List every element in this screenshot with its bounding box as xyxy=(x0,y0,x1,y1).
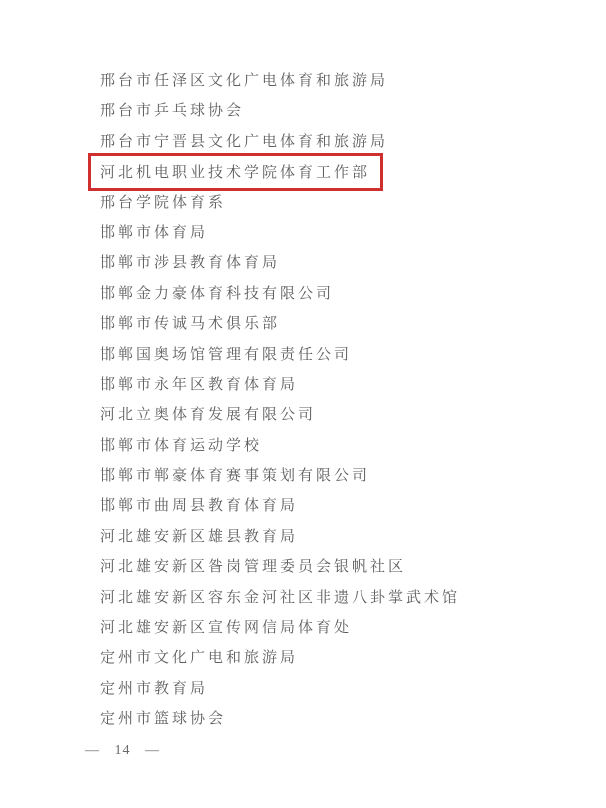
list-item-text: 河北立奥体育发展有限公司 xyxy=(100,407,317,424)
list-item-text: 邢台学院体育系 xyxy=(100,194,227,211)
list-item-text: 邯郸市体育局 xyxy=(100,224,209,241)
list-item-text: 邯郸市涉县教育体育局 xyxy=(100,255,281,272)
list-item xyxy=(0,552,606,582)
list-item-text: 邯郸市体育运动学校 xyxy=(100,437,263,454)
list-item-text: 定州市文化广电和旅游局 xyxy=(100,650,299,667)
list-item-text: 邯郸市曲周县教育体育局 xyxy=(100,498,299,515)
list-item-text: 定州市篮球协会 xyxy=(100,711,227,728)
list-item-highlighted xyxy=(0,157,606,187)
list-item-text: 邯郸金力豪体育科技有限公司 xyxy=(100,285,335,302)
list-item-text: 邯郸市郸豪体育赛事策划有限公司 xyxy=(100,468,371,485)
page-footer xyxy=(85,738,160,762)
list-item-text: 定州市教育局 xyxy=(100,680,209,697)
list-item-text: 邯郸市永年区教育体育局 xyxy=(100,376,299,393)
list-item xyxy=(0,248,606,278)
list-item xyxy=(0,522,606,552)
list-item xyxy=(0,583,606,613)
list-item-text: 河北雄安新区雄县教育局 xyxy=(100,528,299,545)
list-item-text: 邯郸国奥场馆管理有限责任公司 xyxy=(100,346,353,363)
organization-list xyxy=(0,66,606,735)
list-item xyxy=(0,66,606,96)
list-item-text: 邢台市任泽区文化广电体育和旅游局 xyxy=(100,73,389,89)
list-item-text: 邢台市乒乓球协会 xyxy=(100,103,245,120)
list-item xyxy=(0,218,606,248)
list-item xyxy=(0,491,606,521)
list-item xyxy=(0,188,606,218)
list-item xyxy=(0,704,606,734)
list-item xyxy=(0,279,606,309)
highlight-box xyxy=(88,153,383,191)
page-number: — 14 — xyxy=(85,743,160,758)
list-item-text: 邢台市宁晋县文化广电体育和旅游局 xyxy=(100,133,389,150)
list-item xyxy=(0,674,606,704)
list-item-text: 河北机电职业技术学院体育工作部 xyxy=(100,165,371,182)
list-item xyxy=(0,431,606,461)
list-item xyxy=(0,309,606,339)
list-item xyxy=(0,643,606,673)
list-item xyxy=(0,461,606,491)
list-item-text: 邯郸市传诚马术俱乐部 xyxy=(100,316,281,333)
list-item xyxy=(0,370,606,400)
list-item xyxy=(0,96,606,126)
list-item xyxy=(0,400,606,430)
list-item-text: 河北雄安新区昝岗管理委员会银帆社区 xyxy=(100,559,407,576)
list-item-text: 河北雄安新区宣传网信局体育处 xyxy=(100,620,353,637)
list-item-text: 河北雄安新区容东金河社区非遗八卦掌武术馆 xyxy=(100,589,461,606)
list-item xyxy=(0,613,606,643)
list-item xyxy=(0,340,606,370)
